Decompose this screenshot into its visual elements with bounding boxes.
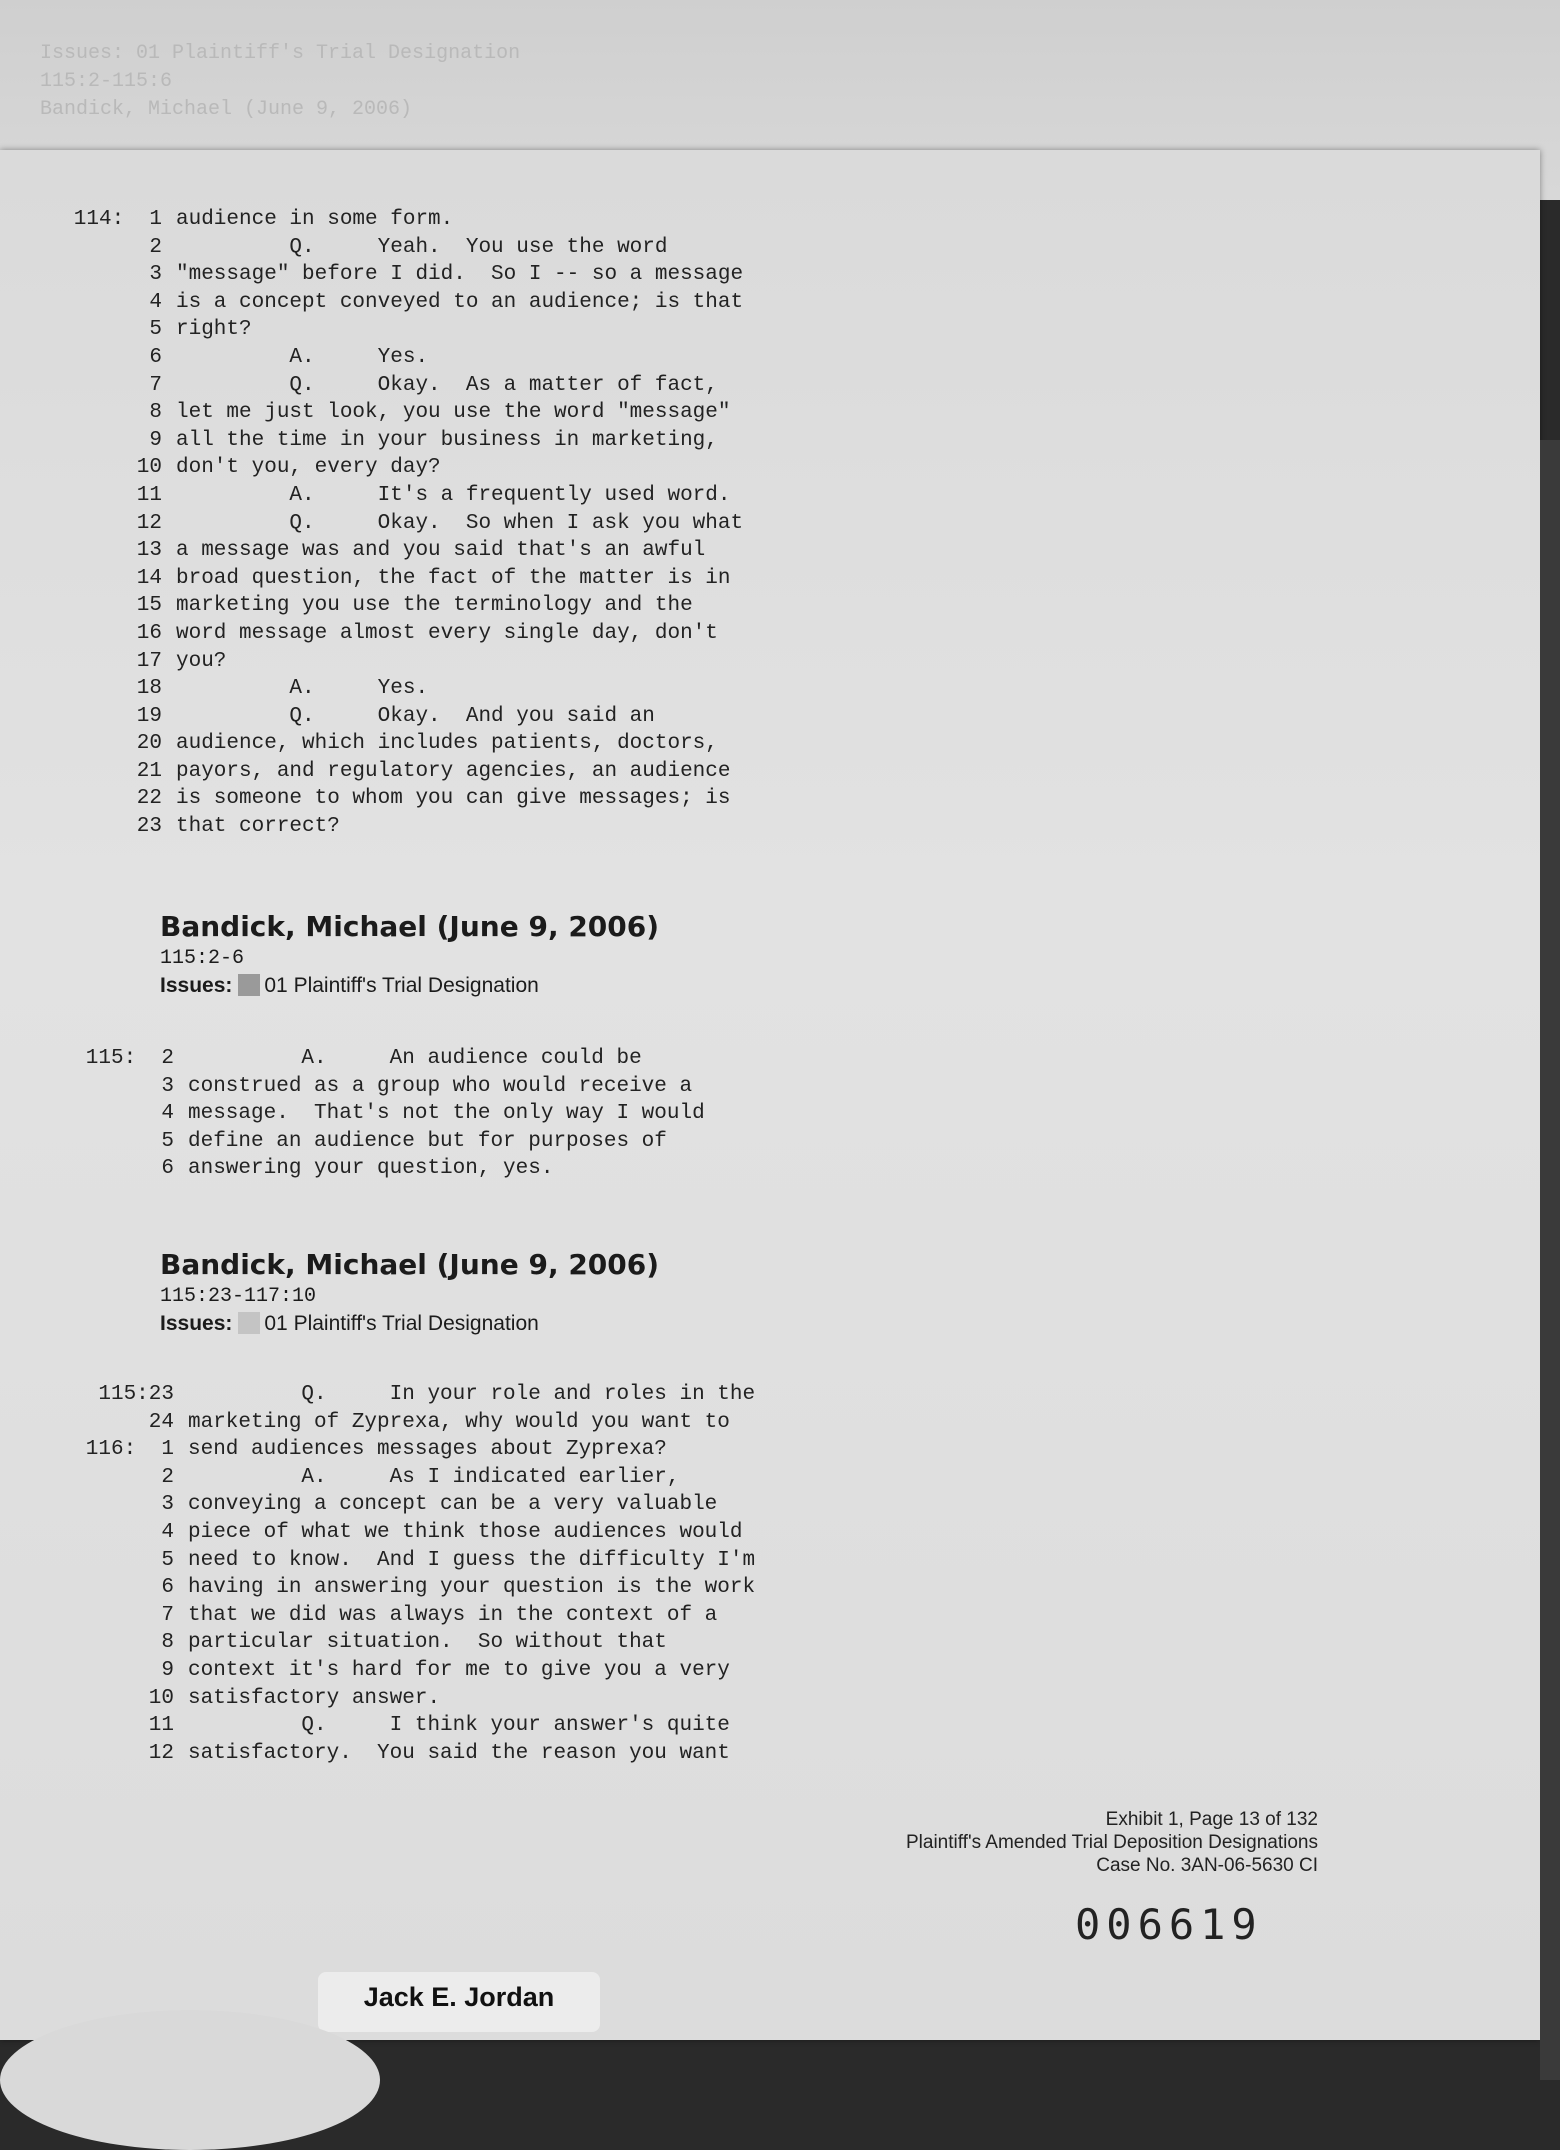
line-number: 115:23 [98, 1383, 174, 1406]
line-number: 16 [136, 621, 162, 645]
line-text: don't you, every day? [176, 456, 441, 480]
line-text: piece of what we think those audiences would [188, 1520, 743, 1544]
issues-value: 01 Plaintiff's Trial Designation [264, 1312, 539, 1335]
background-line: Issues: 01 Plaintiff's Trial Designation [40, 42, 521, 65]
line-text: a message was and you said that's an awful [176, 539, 706, 563]
line-number: 6 [161, 1576, 174, 1600]
line-text: particular situation. So without that [188, 1631, 667, 1655]
line-number: 7 [161, 1603, 174, 1627]
line-number: 14 [136, 566, 162, 590]
line-number: 6 [161, 1157, 174, 1181]
background-line: 115:2-115:6 [40, 70, 173, 93]
line-text: define an audience but for purposes of [188, 1129, 667, 1153]
line-text: A. It's a frequently used word. [176, 483, 731, 507]
issues-row [160, 974, 659, 998]
line-number: 17 [136, 649, 162, 673]
desk-object [0, 2010, 380, 2150]
line-text: audience, which includes patients, doctors, [176, 732, 718, 756]
line-text: message. That's not the only way I would [188, 1102, 705, 1126]
line-number: 115: 2 [85, 1047, 174, 1070]
line-number: 5 [161, 1548, 174, 1572]
line-text: let me just look, you use the word "message" [176, 401, 731, 425]
line-number: 8 [161, 1631, 174, 1655]
line-number: 2 [149, 235, 162, 259]
page-line-range: 115:23-117:10 [160, 1285, 317, 1308]
exhibit-title: Plaintiff's Amended Trial Deposition Designations [905, 1832, 1318, 1853]
line-number: 23 [136, 815, 162, 839]
line-text: satisfactory answer. [188, 1686, 441, 1710]
designation-header-1 [160, 910, 659, 998]
issue-color-icon [238, 974, 260, 996]
line-number: 10 [136, 456, 162, 480]
line-number: 2 [161, 1465, 174, 1489]
line-number: 11 [148, 1714, 174, 1738]
issues-label: Issues: [160, 974, 233, 997]
issues-row [160, 1312, 659, 1336]
line-number: 12 [136, 511, 162, 535]
line-text: A. Yes. [176, 345, 429, 369]
line-number: 19 [136, 704, 162, 728]
line-text: "message" before I did. So I -- so a message [176, 263, 744, 287]
exhibit-page: Exhibit 1, Page 13 of 132 [1105, 1809, 1318, 1830]
line-text: Q. Okay. And you said an [176, 704, 655, 728]
line-text: Q. In your role and roles in the [188, 1383, 756, 1406]
folder-tab [318, 1972, 600, 2032]
issues-value: 01 Plaintiff's Trial Designation [264, 974, 539, 997]
line-text: right? [176, 318, 252, 342]
folder-tab-label: Jack E. Jordan [363, 1982, 555, 2012]
line-text: you? [176, 649, 227, 673]
line-number: 4 [161, 1520, 174, 1544]
line-number: 116: 1 [85, 1438, 174, 1462]
line-text: audience in some form. [176, 208, 454, 231]
witness-name: Bandick, Michael (June 9, 2006) [160, 1248, 660, 1281]
line-text: marketing of Zyprexa, why would you want to [188, 1410, 730, 1434]
line-number: 114: 1 [73, 208, 162, 231]
line-text: send audiences messages about Zyprexa? [188, 1438, 667, 1462]
line-text: having in answering your question is the work [188, 1576, 756, 1600]
line-number: 12 [148, 1741, 174, 1765]
line-text: A. An audience could be [188, 1047, 642, 1070]
line-text: answering your question, yes. [188, 1157, 554, 1181]
line-number: 24 [148, 1410, 174, 1434]
line-text: Q. Okay. As a matter of fact, [176, 373, 718, 397]
page-line-range: 115:2-6 [160, 947, 245, 970]
page-edge [1540, 440, 1560, 2080]
line-text: word message almost every single day, don't [176, 621, 718, 645]
line-number: 10 [148, 1686, 174, 1710]
exhibit-footer [906, 1808, 1318, 1877]
issues-label: Issues: [160, 1312, 233, 1335]
case-number: Case No. 3AN-06-5630 CI [1096, 1855, 1318, 1876]
line-number: 6 [149, 345, 162, 369]
line-number: 8 [149, 401, 162, 425]
background-line: Bandick, Michael (June 9, 2006) [40, 98, 413, 121]
line-number: 3 [161, 1493, 174, 1517]
line-text: that correct? [176, 815, 340, 839]
line-text: payors, and regulatory agencies, an audience [176, 759, 731, 783]
line-text: construed as a group who would receive a [188, 1074, 693, 1098]
bates-number: 006619 [1075, 1900, 1263, 1949]
line-text: conveying a concept can be a very valuable [188, 1493, 718, 1517]
line-text: is a concept conveyed to an audience; is that [176, 290, 744, 314]
line-number: 9 [161, 1658, 174, 1682]
line-number: 13 [136, 539, 162, 563]
line-text: that we did was always in the context of a [188, 1603, 718, 1627]
line-number: 22 [136, 787, 162, 811]
line-text: marketing you use the terminology and the [176, 594, 693, 618]
line-text: is someone to whom you can give messages; is [176, 787, 731, 811]
line-number: 21 [136, 759, 162, 783]
line-number: 18 [136, 677, 162, 701]
line-text: Q. I think your answer's quite [188, 1714, 730, 1738]
line-number: 7 [149, 373, 162, 397]
line-text: A. As I indicated earlier, [188, 1465, 680, 1489]
designation-header-2 [160, 1248, 659, 1336]
line-text: context it's hard for me to give you a very [188, 1658, 730, 1682]
line-number: 20 [136, 732, 162, 756]
line-number: 4 [149, 290, 162, 314]
line-number: 5 [149, 318, 162, 342]
line-number: 11 [136, 483, 162, 507]
line-number: 15 [136, 594, 162, 618]
issue-color-icon [238, 1312, 260, 1334]
line-text: need to know. And I guess the difficulty I'm [188, 1548, 756, 1572]
line-number: 3 [161, 1074, 174, 1098]
line-text: all the time in your business in marketing, [176, 428, 718, 452]
background-page-text [40, 40, 520, 124]
line-number: 3 [149, 263, 162, 287]
line-number: 4 [161, 1102, 174, 1126]
line-number: 5 [161, 1129, 174, 1153]
witness-name: Bandick, Michael (June 9, 2006) [160, 910, 660, 943]
line-text: broad question, the fact of the matter is in [176, 566, 731, 590]
line-number: 9 [149, 428, 162, 452]
line-text: Q. Okay. So when I ask you what [176, 511, 744, 535]
line-text: Q. Yeah. You use the word [176, 235, 668, 259]
line-text: satisfactory. You said the reason you want [188, 1741, 730, 1765]
line-text: A. Yes. [176, 677, 429, 701]
